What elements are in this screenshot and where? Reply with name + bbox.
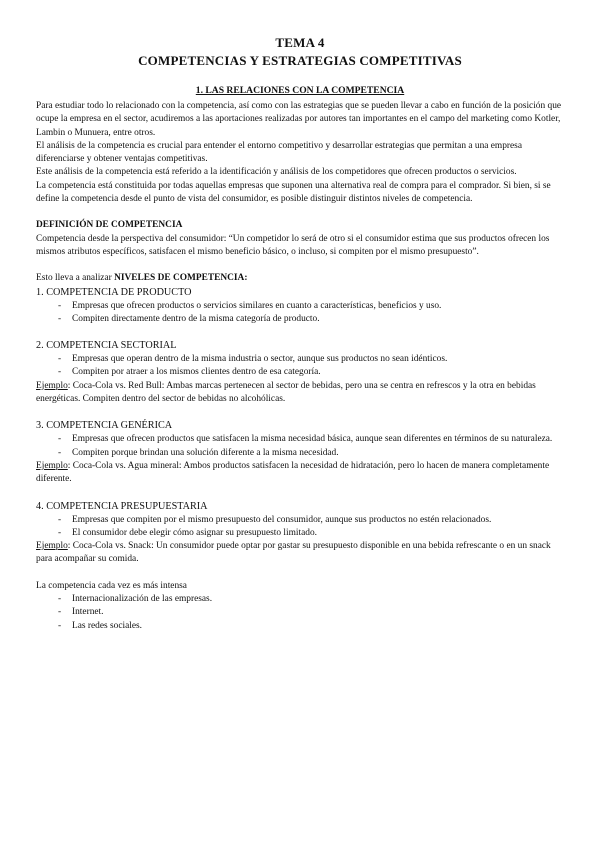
level-heading: 1. COMPETENCIA DE PRODUCTO (36, 286, 192, 298)
example-text: : Coca-Cola vs. Agua mineral: Ambos productos satisfacen la necesidad de hidratación, pero lo hacen de manera completamente diferente. (36, 460, 550, 485)
example-text: : Coca-Cola vs. Red Bull: Ambas marcas pertenecen al sector de bebidas, pero una se centra en refrescos y la otra en bebidas energéticas. Compiten dentro del sector de bebidas no alcohólicas. (36, 380, 536, 405)
list-item: - Empresas que ofrecen productos que satisfacen la misma necesidad básica, aunque sean diferentes en términos de su naturaleza. (72, 433, 566, 446)
example-label: Ejemplo (36, 380, 68, 391)
example-label: Ejemplo (36, 541, 68, 552)
closing-text: La competencia cada vez es más intensa (36, 580, 187, 591)
definition-heading: DEFINICIÓN DE COMPETENCIA (36, 220, 183, 231)
definition-text: Competencia desde la perspectiva del consumidor: “Un competidor lo será de otro si el consumidor estima que sus productos ofrecen los mismos atributos específicos, satisfacen el mismo beneficio básico, o incluso, si compiten por el mismo presupuesto”. (36, 233, 550, 257)
document-title: TEMA 4 (275, 35, 325, 50)
closing-bullets (36, 593, 566, 633)
list-item: - El consumidor debe elegir cómo asignar su presupuesto limitado. (72, 527, 566, 540)
list-item: - Compiten por atraer a los mismos clientes dentro de esa categoría. (72, 366, 566, 379)
example-label: Ejemplo (36, 460, 68, 471)
intro-paragraph: El análisis de la competencia es crucial para entender el entorno competitivo y desarrollar estrategias que permitan a una empresa diferenciarse y obtener ventajas competitivas. (36, 140, 522, 165)
levels-intro-bold: NIVELES DE COMPETENCIA: (114, 273, 248, 284)
level-heading: 3. COMPETENCIA GENÉRICA (36, 420, 173, 432)
list-item: - Empresas que operan dentro de la misma industria o sector, aunque sus productos no sean idénticos. (72, 353, 566, 366)
example-paragraph (36, 540, 566, 567)
levels-intro (36, 272, 566, 285)
list-item: - Internet. (72, 606, 566, 619)
list-item: - Compiten porque brindan una solución diferente a la misma necesidad. (72, 447, 566, 460)
list-item: - Empresas que ofrecen productos o servicios similares en cuanto a características, beneficios y uso. (72, 300, 566, 313)
document-body (36, 100, 566, 633)
list-item: - Internacionalización de las empresas. (72, 593, 566, 606)
intro-paragraph: La competencia está constituida por todas aquellas empresas que suponen una alternativa real de compra para el comprador. Si bien, si se define la competencia desde el punto de vista del consumidor, es posible distinguir distintos niveles de competencia. (36, 180, 551, 205)
level-heading: 4. COMPETENCIA PRESUPUESTARIA (36, 500, 208, 512)
level-bullets (36, 300, 566, 327)
list-item: - Las redes sociales. (72, 620, 566, 633)
example-text: : Coca-Cola vs. Snack: Un consumidor puede optar por gastar su presupuesto disponible en una bebida refrescante o en un snack para acompañar su comida. (36, 541, 551, 565)
level-bullets (36, 353, 566, 380)
example-paragraph (36, 460, 566, 487)
document-subtitle: COMPETENCIAS Y ESTRATEGIAS COMPETITIVAS (138, 53, 462, 68)
intro-paragraph: Este análisis de la competencia está referido a la identificación y análisis de los competidores que ofrecen productos o servicios. (36, 167, 517, 178)
intro-paragraph: Para estudiar todo lo relacionado con la competencia, así como con las estrategias que se pueden llevar a cabo en función de la posición que ocupe la empresa en el sector, acudiremos a las aportaciones realizadas por autores tan importantes en el campo del marketing como Kotler, Lambin o Munuera, entre otros. (36, 101, 562, 138)
level-heading: 2. COMPETENCIA SECTORIAL (36, 340, 177, 352)
level-bullets (36, 514, 566, 541)
example-paragraph (36, 380, 566, 407)
levels-intro-text: Esto lleva a analizar (36, 273, 115, 284)
list-item: - Compiten directamente dentro de la misma categoría de producto. (72, 313, 566, 326)
section-heading: 1. LAS RELACIONES CON LA COMPETENCIA (195, 85, 405, 96)
list-item: - Empresas que compiten por el mismo presupuesto del consumidor, aunque sus productos no estén relacionados. (72, 514, 566, 527)
level-bullets (36, 433, 566, 460)
